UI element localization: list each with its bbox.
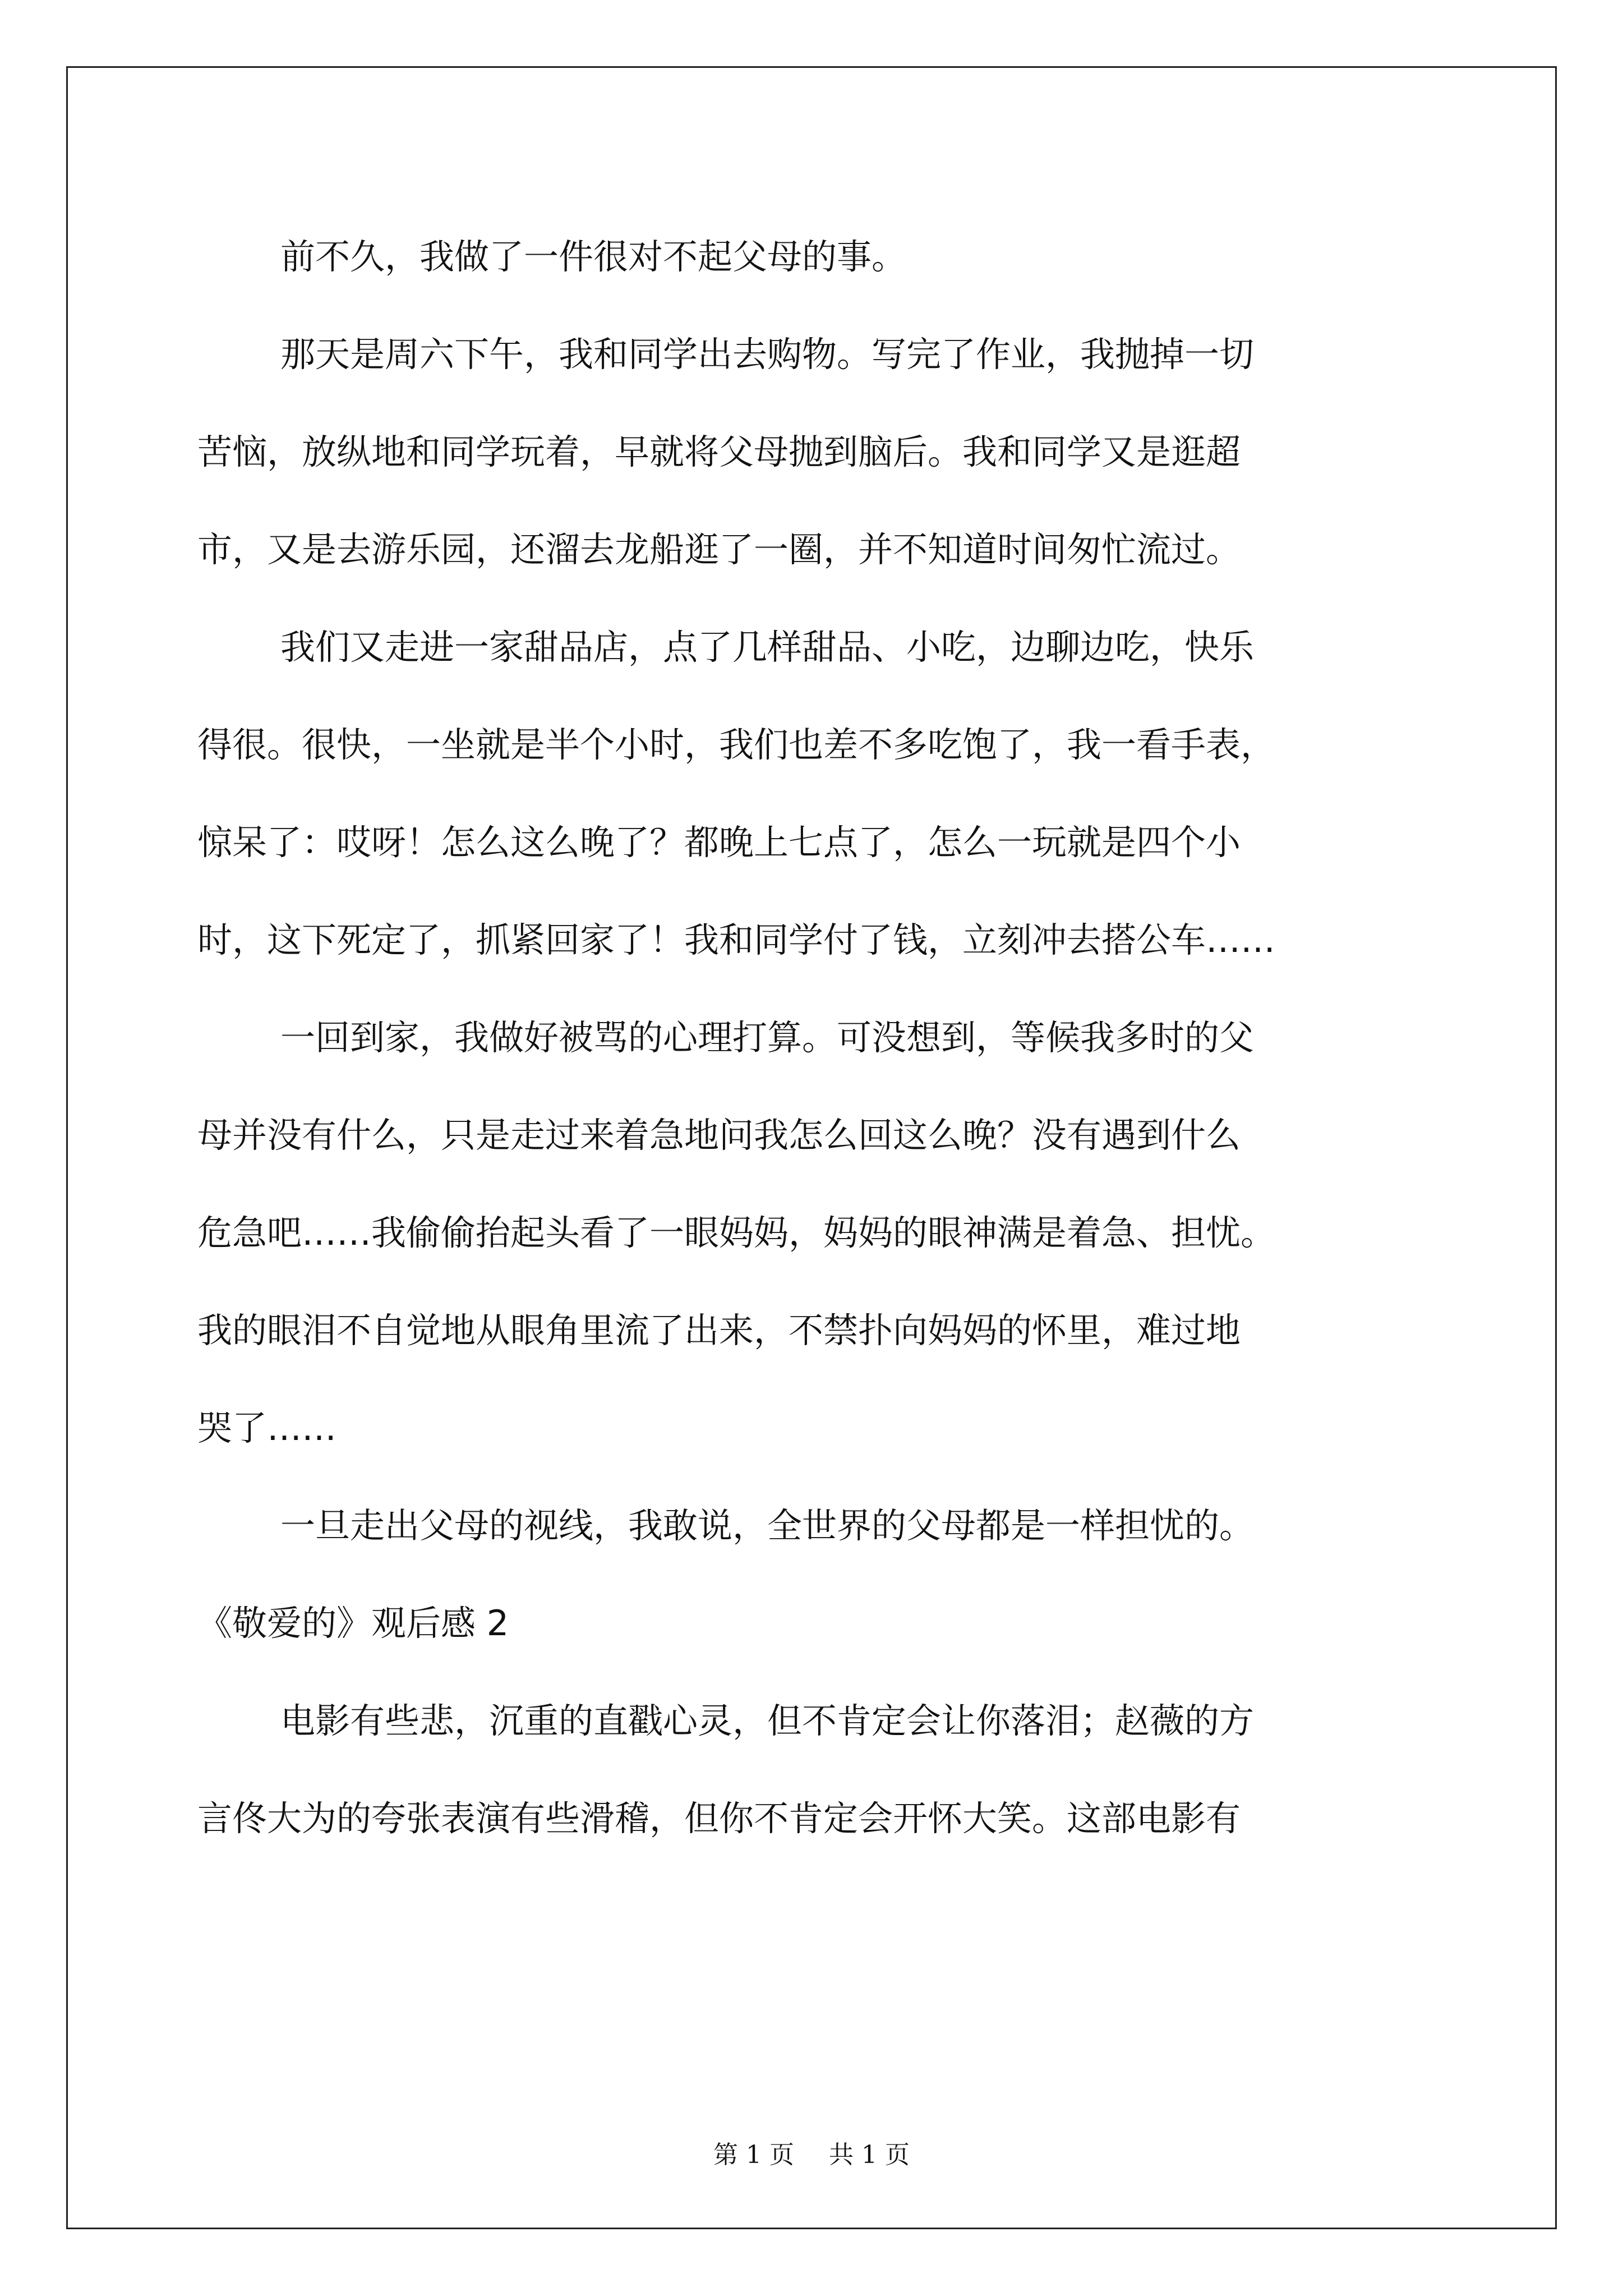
paragraph-line: 电影有些悲，沉重的直戳心灵，但不肯定会让你落泪；赵薇的方 xyxy=(280,1700,1255,1741)
page-footer xyxy=(0,2134,1623,2170)
paragraph-line: 得很。很快，一坐就是半个小时，我们也差不多吃饱了，我一看手表， xyxy=(197,724,1276,765)
paragraph-line: 母并没有什么，只是走过来着急地问我怎么回这么晚？没有遇到什么 xyxy=(197,1115,1241,1156)
paragraph-line: 我们又走进一家甜品店，点了几样甜品、小吃，边聊边吃，快乐 xyxy=(280,627,1255,668)
paragraph-line: 危急吧……我偷偷抬起头看了一眼妈妈，妈妈的眼神满是着急、担忧。 xyxy=(197,1212,1276,1253)
paragraph-line: 我的眼泪不自觉地从眼角里流了出来，不禁扑向妈妈的怀里，难过地 xyxy=(197,1310,1241,1351)
paragraph-line: 时，这下死定了，抓紧回家了！我和同学付了钱，立刻冲去搭公车…… xyxy=(197,919,1276,960)
document-body xyxy=(197,208,1423,1867)
paragraph-line: 一旦走出父母的视线，我敢说，全世界的父母都是一样担忧的。 xyxy=(280,1505,1255,1546)
section-title: 《敬爱的》观后感 2 xyxy=(197,1603,509,1644)
paragraph-line: 一回到家，我做好被骂的心理打算。可没想到，等候我多时的父 xyxy=(280,1017,1255,1058)
paragraph-line: 言佟大为的夸张表演有些滑稽，但你不肯定会开怀大笑。这部电影有 xyxy=(197,1798,1241,1839)
paragraph-line: 那天是周六下午，我和同学出去购物。写完了作业，我抛掉一切 xyxy=(280,334,1255,375)
page-number: 第 1 页 xyxy=(713,2141,794,2169)
page-total: 共 1 页 xyxy=(829,2141,910,2169)
paragraph-line: 前不久，我做了一件很对不起父母的事。 xyxy=(280,236,907,277)
paragraph-line: 市，又是去游乐园，还溜去龙船逛了一圈，并不知道时间匆忙流过。 xyxy=(197,529,1241,570)
paragraph-line: 惊呆了：哎呀！怎么这么晚了？都晚上七点了，怎么一玩就是四个小 xyxy=(197,822,1241,863)
paragraph-line: 苦恼，放纵地和同学玩着，早就将父母抛到脑后。我和同学又是逛超 xyxy=(197,431,1241,472)
paragraph-line: 哭了…… xyxy=(197,1407,337,1448)
